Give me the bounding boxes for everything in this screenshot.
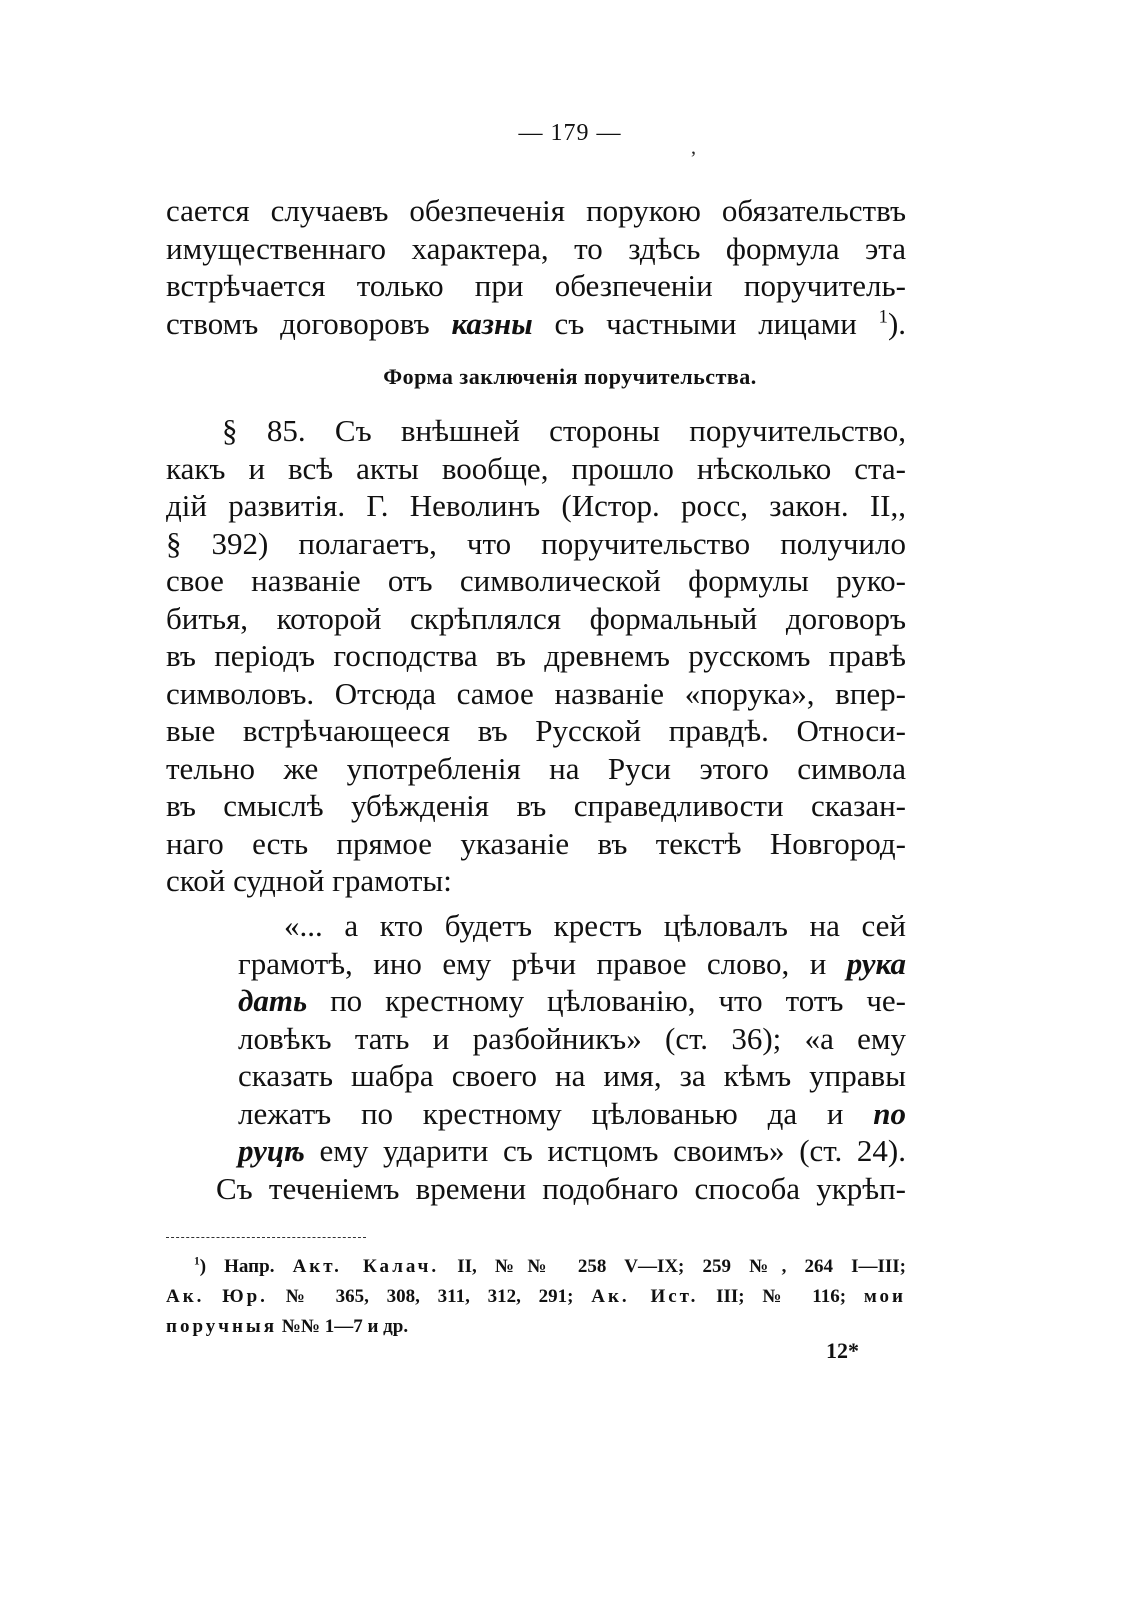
text-run: II, №№ 258 V—IX; 259 №, 264 I—III; bbox=[439, 1256, 906, 1277]
text-line: встрѣчается только при обезпеченіи поручитель- bbox=[166, 268, 906, 303]
text-line: свое названіе отъ символической формулы руко- bbox=[166, 563, 906, 598]
text-run: III; № 116; bbox=[698, 1286, 864, 1307]
footnote-line bbox=[166, 1312, 906, 1342]
text-run bbox=[204, 1286, 222, 1307]
text-run: ). bbox=[887, 305, 907, 341]
quote-line bbox=[238, 982, 906, 1020]
intro-paragraph bbox=[166, 192, 906, 342]
emphasized-word: дать bbox=[238, 983, 308, 1018]
footnote bbox=[166, 1252, 906, 1342]
block-quote bbox=[238, 907, 906, 1170]
section-paragraph bbox=[166, 412, 906, 900]
text-line: битья, которой скрѣплялся формальный договоръ bbox=[166, 600, 906, 636]
text-run: № 365, 308, 311, 312, 291; bbox=[267, 1286, 592, 1307]
quote-line bbox=[238, 1095, 906, 1133]
text-line: § 85. Съ внѣшней стороны поручительство, bbox=[222, 413, 906, 448]
text-line: въ періодъ господства въ древнемъ русскомъ правѣ bbox=[166, 638, 906, 673]
text-line: символовъ. Отсюда самое названіе «порука», впер- bbox=[166, 675, 906, 711]
text-run: ему ударити съ истцомъ своимъ» (ст. 24). bbox=[304, 1133, 906, 1168]
spaced-abbreviation: Юр. bbox=[222, 1286, 268, 1307]
footnote-reference: 1 bbox=[878, 306, 888, 328]
spaced-abbreviation: Акт. Калач. bbox=[292, 1256, 440, 1277]
text-line: въ смыслѣ убѣжденія въ справедливости сказан- bbox=[166, 788, 906, 823]
text-line: дій развитія. Г. Неволинъ (Истор. росс, закон. II,, bbox=[166, 488, 906, 523]
text-line: имущественнаго характера, то здѣсь формула эта bbox=[166, 230, 906, 266]
quote-line bbox=[238, 1132, 906, 1170]
text-run: по крестному цѣлованію, что тотъ че- bbox=[307, 983, 906, 1018]
emphasized-word: рука bbox=[846, 945, 906, 981]
text-line: наго есть прямое указаніе въ текстѣ Новгород- bbox=[166, 825, 906, 861]
quote-line: «... а кто будетъ крестъ цѣловалъ на сей bbox=[284, 908, 906, 943]
quote-line: сказать шабра своего на имя, за кѣмъ управы bbox=[238, 1058, 906, 1093]
spaced-abbreviation: поручныя bbox=[166, 1316, 278, 1337]
text-line: тельно же употребленія на Руси этого символа bbox=[166, 750, 906, 786]
text-run: №№ 1—7 и др. bbox=[277, 1316, 409, 1337]
stray-ink-mark: ʼ bbox=[690, 148, 697, 170]
text-line: какъ и всѣ акты вообще, прошло нѣсколько ста- bbox=[166, 450, 906, 486]
page-number: — 179 — bbox=[518, 120, 622, 146]
footnote-rule bbox=[166, 1237, 366, 1238]
text-run: ствомъ договоровъ bbox=[166, 305, 452, 341]
sheet-signature: 12* bbox=[826, 1338, 859, 1363]
footnote-line bbox=[166, 1252, 906, 1282]
section-heading: Форма заключенія поручительства. bbox=[383, 364, 757, 389]
text-line: вые встрѣчающееся въ Русской правдѣ. Относи- bbox=[166, 713, 906, 748]
text-run: грамотѣ, ино ему рѣчи правое слово, и bbox=[238, 945, 847, 981]
spaced-abbreviation: Ак. Ист. bbox=[591, 1286, 699, 1307]
footnote-line bbox=[166, 1282, 906, 1312]
emphasized-word: по bbox=[873, 1095, 906, 1131]
closing-paragraph bbox=[216, 1170, 906, 1208]
text-run: лежатъ по крестному цѣлованью да и bbox=[238, 1095, 874, 1131]
emphasized-word: руцѣ bbox=[238, 1133, 305, 1168]
footnote-marker: 1 bbox=[194, 1255, 200, 1268]
text-line: ской судной грамоты: bbox=[166, 863, 452, 898]
text-run: ) Напр. bbox=[199, 1256, 293, 1277]
text-line bbox=[166, 305, 906, 343]
quote-line: ловѣкъ тать и разбойникъ» (ст. 36); «а ему bbox=[238, 1020, 906, 1056]
quote-line bbox=[238, 945, 906, 983]
emphasized-word: казны bbox=[451, 305, 533, 341]
spaced-abbreviation: Ак. bbox=[166, 1286, 205, 1307]
text-line: § 392) полагаетъ, что поручительство получило bbox=[166, 525, 906, 561]
text-line: Съ теченіемъ времени подобнаго способа укрѣп- bbox=[216, 1171, 906, 1206]
spaced-abbreviation: мои bbox=[863, 1286, 906, 1307]
text-run: съ частными лицами bbox=[532, 305, 879, 341]
text-line: сается случаевъ обезпеченія порукою обязательствъ bbox=[166, 193, 906, 228]
